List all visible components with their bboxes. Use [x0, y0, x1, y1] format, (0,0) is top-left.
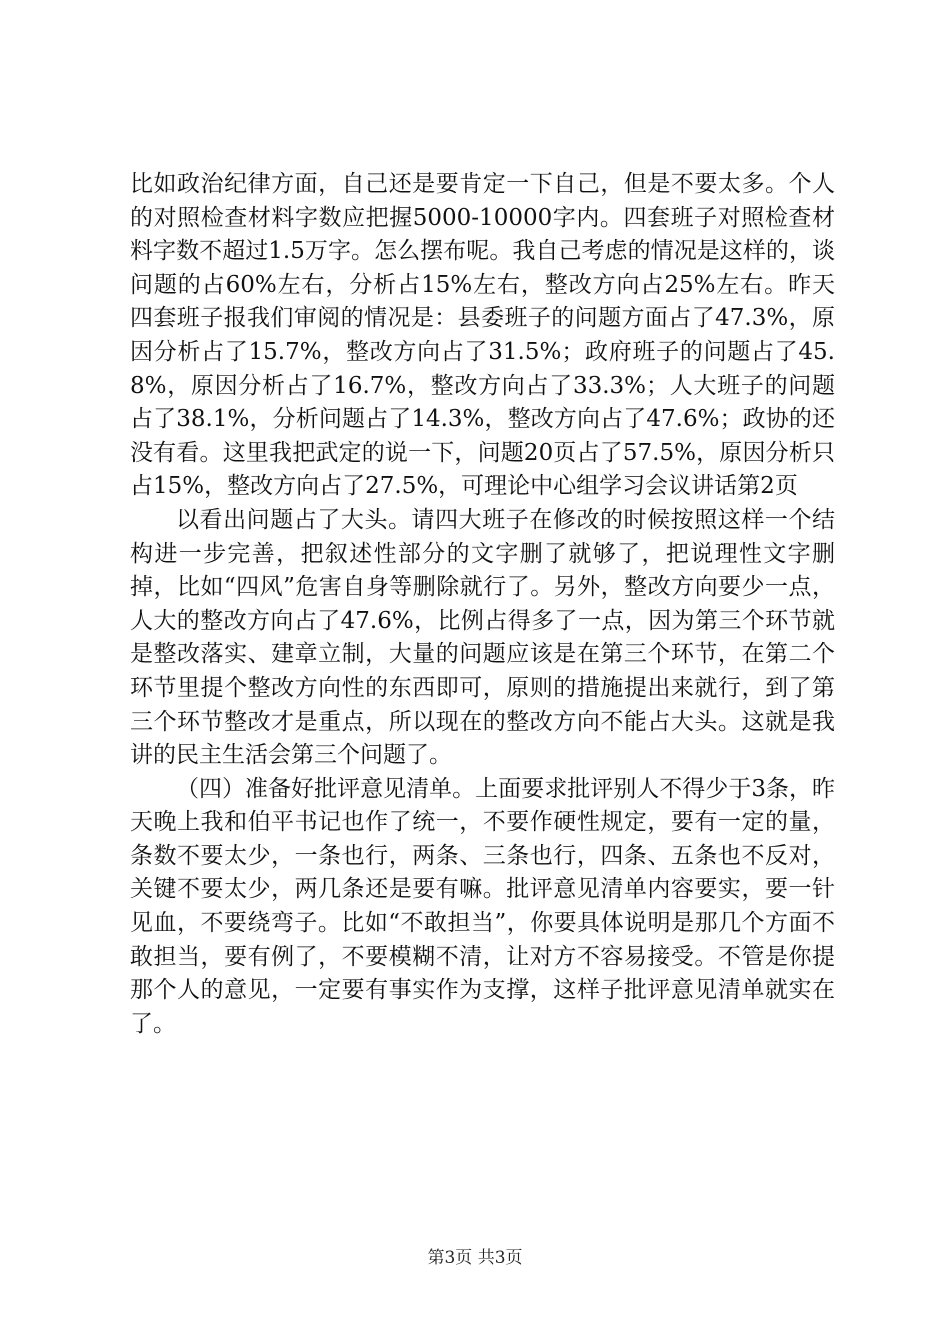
document-body [130, 168, 835, 1041]
paragraph-1: 比如政治纪律方面，自己还是要肯定一下自己，但是不要太多。个人的对照检查材料字数应把握5000-10000字内。四套班子对照检查材料字数不超过1.5万字。怎么摆布呢。我自己考虑的情况是这样的，谈问题的占60%左右，分析占15%左右，整改方向占25%左右。昨天四套班子报我们审阅的情况是：县委班子的问题方面占了47.3%，原因分析占了15.7%，整改方向占了31.5%；政府班子的问题占了45.8%，原因分析占了16.7%，整改方向占了33.3%；人大班子的问题占了38.1%，分析问题占了14.3%，整改方向占了47.6%；政协的还没有看。这里我把武定的说一下，问题20页占了57.5%，原因分析只占15%，整改方向占了27.5%，可理论中心组学习会议讲话第2页 [130, 171, 835, 500]
page-number: 第3页 共3页 [427, 1248, 523, 1268]
paragraph-3: （四）准备好批评意见清单。上面要求批评别人不得少于3条，昨天晚上我和伯平书记也作了统一，不要作硬性规定，要有一定的量，条数不要太少，一条也行，两条、三条也行，四条、五条也不反对，关键不要太少，两几条还是要有嘛。批评意见清单内容要实，要一针见血，不要绕弯子。比如“不敢担当”，你要具体说明是那几个方面不敢担当，要有例了，不要模糊不清，让对方不容易接受。不管是你提那个人的意见，一定要有事实作为支撑，这样子批评意见清单就实在了。 [130, 775, 835, 1037]
page-footer [0, 1247, 950, 1269]
paragraph-2: 以看出问题占了大头。请四大班子在修改的时候按照这样一个结构进一步完善，把叙述性部分的文字删了就够了，把说理性文字删掉，比如“四风”危害自身等删除就行了。另外，整改方向要少一点，人大的整改方向占了47.6%，比例占得多了一点，因为第三个环节就是整改落实、建章立制，大量的问题应该是在第三个环节，在第二个环节里提个整改方向性的东西即可，原则的措施提出来就行，到了第三个环节整改才是重点，所以现在的整改方向不能占大头。这就是我讲的民主生活会第三个问题了。 [130, 506, 835, 769]
